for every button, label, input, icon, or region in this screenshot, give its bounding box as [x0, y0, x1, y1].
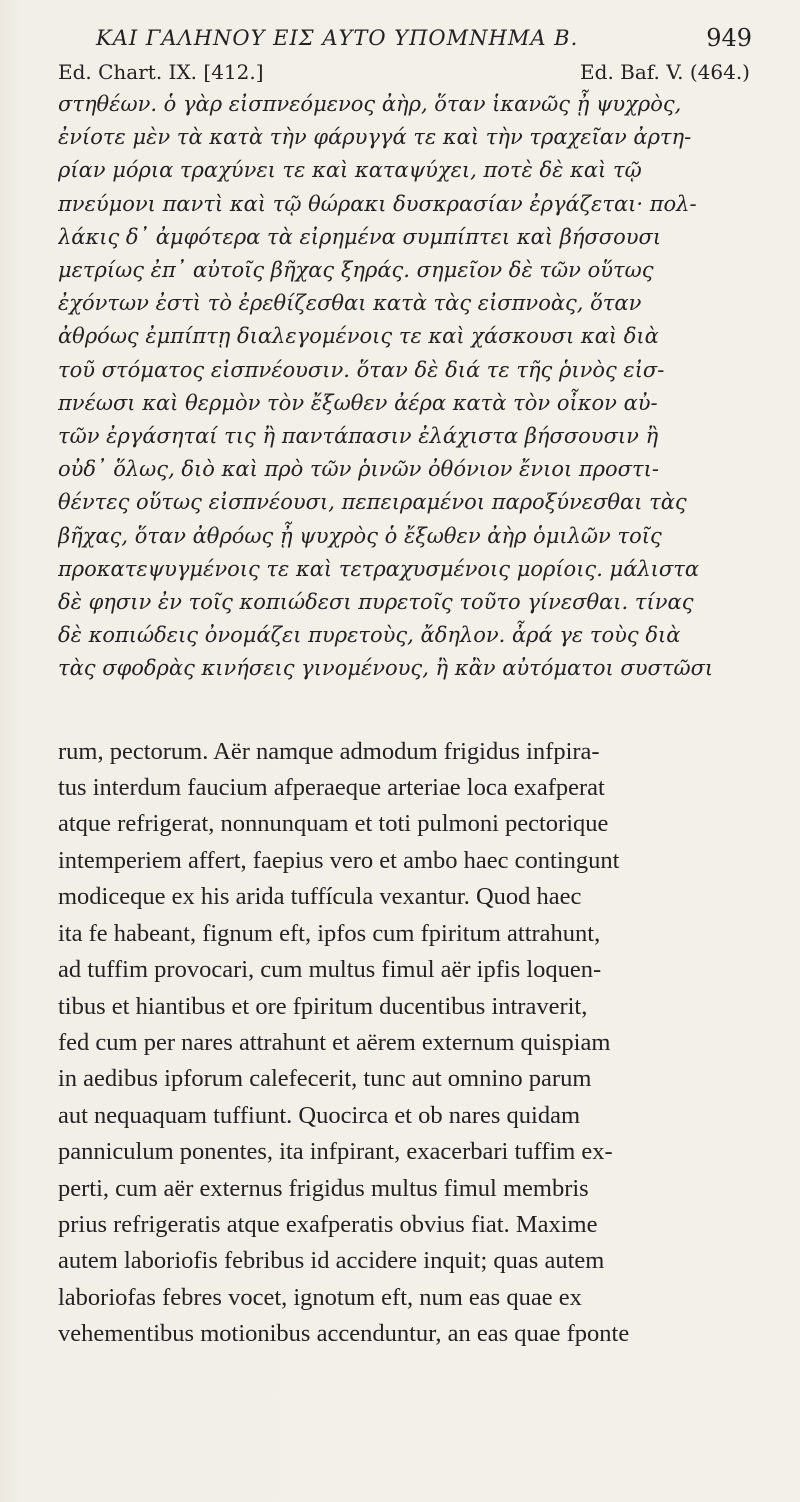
section-gap	[58, 686, 758, 734]
page-header	[58, 22, 758, 56]
latin-line: intemperiem affert, faepius vero et ambo haec contingunt	[58, 846, 620, 874]
greek-line: ἐνίοτε μὲν τὰ κατὰ τὴν φάρυγγά τε καὶ τὴν τραχεῖαν ἀρτη-	[58, 125, 692, 150]
latin-line: laboriofas febres vocet, ignotum eft, num eas quae ex	[58, 1283, 582, 1311]
greek-line: δὲ φησιν ἐν τοῖς κοπιώδεσι πυρετοῖς τοῦτο γίνεσθαι. τίνας	[58, 590, 694, 615]
latin-line: modiceque ex his arida tuffícula vexantur. Quod haec	[58, 883, 582, 911]
latin-line: vehementibus motionibus accenduntur, an eas quae fponte	[58, 1320, 630, 1348]
greek-line: πνέωσι καὶ θερμὸν τὸν ἔξωθεν ἀέρα κατὰ τὸν οἶκον αὐ-	[58, 390, 658, 415]
greek-line: προκατεψυγμένοις τε καὶ τετραχυσμένοις μορίοις. μάλιστα	[58, 556, 700, 581]
latin-line: panniculum ponentes, ita infpirant, exacerbari tuffim ex-	[58, 1138, 613, 1166]
latin-line: ita fe habeant, fignum eft, ipfos cum fpiritum attrahunt,	[58, 919, 601, 947]
greek-line: τῶν ἐργάσηταί τις ἢ παντάπασιν ἐλάχιστα βήσσουσιν ἢ	[58, 424, 659, 449]
latin-line: atque refrigerat, nonnunquam et toti pulmoni pectorique	[58, 810, 609, 838]
latin-line: rum, pectorum. Aër namque admodum frigidus infpira-	[58, 737, 600, 765]
latin-line: perti, cum aër externus frigidus multus fimul membris	[58, 1174, 589, 1202]
latin-line: fed cum per nares attrahunt et aërem externum quispiam	[58, 1028, 611, 1056]
latin-line: tus interdum faucium afperaeque arteriae loca exafperat	[58, 774, 605, 802]
greek-line: ἐχόντων ἐστὶ τὸ ἐρεθίζεσθαι κατὰ τὰς εἰσπνοὰς, ὅταν	[58, 291, 642, 316]
edition-references	[58, 56, 758, 88]
latin-text-block	[58, 734, 758, 1353]
greek-line: τοῦ στόματος εἰσπνέουσιν. ὅταν δὲ διά τε τῆς ῥινὸς εἰσ-	[58, 357, 665, 382]
edition-ref-basel: Ed. Baf. V. (464.)	[580, 60, 750, 84]
greek-line: μετρίως ἐπ᾽ αὐτοῖς βῆχας ξηράς. σημεῖον δὲ τῶν οὕτως	[58, 258, 654, 283]
greek-line: λάκις δ᾽ ἀμφότερα τὰ εἰρημένα συμπίπτει καὶ βήσσουσι	[58, 224, 662, 249]
greek-line: πνεύμονι παντὶ καὶ τῷ θώρακι δυσκρασίαν ἐργάζεται· πολ-	[58, 191, 697, 216]
greek-line: δὲ κοπιώδεις ὀνομάζει πυρετοὺς, ἄδηλον. ἆρά γε τοὺς διὰ	[58, 623, 681, 648]
latin-line: aut nequaquam tuffiunt. Quocirca et ob nares quidam	[58, 1101, 581, 1129]
latin-line: autem laboriofis febribus id accidere inquit; quas autem	[58, 1247, 605, 1275]
greek-line: βῆχας, ὅταν ἀθρόως ᾖ ψυχρὸς ὁ ἔξωθεν ἀὴρ ὁμιλῶν τοῖς	[58, 523, 662, 548]
running-title: ΚΑΙ ΓΑΛΗΝΟΥ ΕΙΣ ΑΥΤΟ ΥΠΟΜΝΗΜΑ Β.	[96, 26, 579, 50]
greek-line: τὰς σφοδρὰς κινήσεις γινομένους, ἢ κἂν αὐτόματοι συστῶσι	[58, 656, 714, 681]
greek-line: ἀθρόως ἐμπίπτῃ διαλεγομένοις τε καὶ χάσκουσι καὶ διὰ	[58, 324, 659, 349]
greek-line: θέντες οὕτως εἰσπνέουσι, πεπειραμένοι παροξύνεσθαι τὰς	[58, 490, 687, 515]
page-number: 949	[706, 24, 752, 52]
greek-text-block	[58, 88, 758, 686]
latin-line: ad tuffim provocari, cum multus fimul aër ipfis loquen-	[58, 956, 602, 984]
greek-line: ρίαν μόρια τραχύνει τε καὶ καταψύχει, ποτὲ δὲ καὶ τῷ	[58, 158, 642, 183]
greek-line: οὐδ᾽ ὅλως, διὸ καὶ πρὸ τῶν ῥινῶν ὀθόνιον ἔνιοι προστι-	[58, 457, 659, 482]
greek-line: στηθέων. ὁ γὰρ εἰσπνεόμενος ἀὴρ, ὅταν ἱκανῶς ᾖ ψυχρὸς,	[58, 92, 682, 116]
latin-line: prius refrigeratis atque exafperatis obvius fiat. Maxime	[58, 1210, 598, 1238]
edition-ref-chart: Ed. Chart. IX. [412.]	[58, 60, 264, 84]
latin-line: in aedibus ipforum calefecerit, tunc aut omnino parum	[58, 1065, 592, 1093]
latin-line: tibus et hiantibus et ore fpiritum ducentibus intraverit,	[58, 992, 588, 1020]
